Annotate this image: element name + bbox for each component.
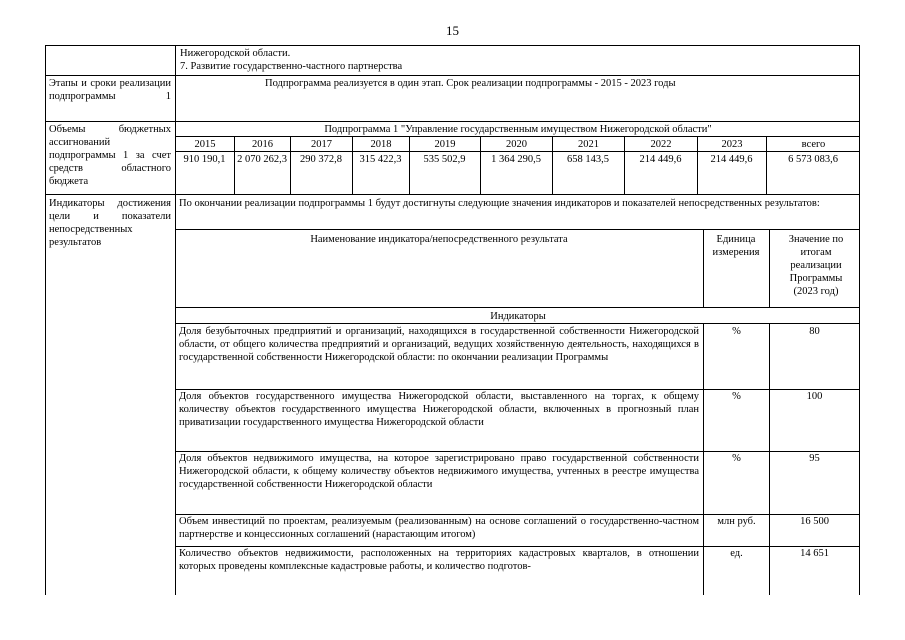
budget-title: Подпрограмма 1 "Управление государственным имуществом Нижегородской области" [324,124,712,135]
budget-year-divider [175,151,860,152]
row-divider [45,121,860,122]
indicator-name: Объем инвестиций по проектам, реализуемым (реализованным) на основе соглашений о государственно-частном партнерстве и концессионных соглашений (нарастающим итогом) [179,516,699,540]
section-indicators: Индикаторы [490,311,546,322]
budget-value-6: 658 143,5 [567,154,609,165]
budget-title-divider [175,136,860,137]
budget-year-9: всего [801,139,826,150]
indicator-unit: % [732,391,741,402]
header-unit: Единица измерения [712,234,760,258]
budget-year-6: 2021 [578,139,599,150]
unit-column-divider [703,229,704,308]
indicator-unit: % [732,453,741,464]
indicator-unit: ед. [730,548,743,559]
header-name: Наименование индикатора/непосредственного результата [310,234,568,245]
indicator-value: 16 500 [800,516,829,527]
stages-text: Подпрограмма реализуется в один этап. Срок реализации подпрограммы - 2015 - 2023 годы [265,78,676,89]
budget-year-7: 2022 [650,139,672,150]
budget-year-4: 2019 [434,139,456,150]
budget-value-0: 910 190,1 [183,154,226,165]
budget-value-8: 214 449,6 [710,154,753,165]
indicator-value: 14 651 [800,548,829,559]
header-value: Значение по итогам реализации Программы (2023 год) [788,234,844,297]
indicators-label-text: Индикаторы достижения цели и показатели непосредственных результатов [49,198,171,248]
indicator-value: 95 [809,453,820,464]
budget-label [49,123,171,188]
budget-label-text: Объемы бюджетных ассигнований подпрограммы 1 за счет средств областного бюджета [49,124,171,187]
table-border-top [45,45,860,46]
row-divider [45,75,860,76]
budget-value-4: 535 502,9 [423,154,466,165]
budget-value-1: 2 070 262,3 [237,154,287,165]
budget-value-5: 1 364 290,5 [491,154,541,165]
budget-value-3: 315 422,3 [359,154,402,165]
indicator-unit: млн руб. [717,516,756,527]
indicator-name: Доля безубыточных предприятий и организаций, находящихся в государственной собственности Нижегородской области, от общего количества предприятий и организаций, ведущих хозяйственную деятельность, находящихся в государственной собственности Нижегородской области: по окончании реализации Программы [179,326,699,363]
value-column-divider [769,229,770,308]
prev-line-1: Нижегородской области. [180,48,291,59]
budget-value-9: 6 573 083,6 [788,154,838,165]
prev-line-2: 7. Развитие государственно-частного партнерства [180,61,403,72]
budget-value-7: 214 449,6 [639,154,682,165]
indicator-name: Количество объектов недвижимости, расположенных на территориях кадастровых кварталов, в отношении которых проведены комплексные кадастровые работы, и количество подготов- [179,548,699,572]
indicators-intro: По окончании реализации подпрограммы 1 будут достигнуты следующие значения индикаторов и показателей непосредственных результатов: [179,198,820,209]
budget-year-5: 2020 [506,139,527,150]
budget-year-8: 2023 [721,139,743,150]
intro-divider [175,229,860,230]
budget-year-3: 2018 [370,139,392,150]
budget-year-1: 2016 [252,139,273,150]
indicator-value: 80 [809,326,820,337]
budget-year-0: 2015 [194,139,216,150]
indicator-unit: % [732,326,741,337]
table-border-left [45,45,46,595]
budget-value-2: 290 372,8 [300,154,342,165]
stages-label: Этапы и сроки реализации подпрограммы 1 [49,78,171,102]
section-divider [175,323,860,324]
budget-year-2: 2017 [311,139,332,150]
indicator-name: Доля объектов недвижимого имущества, на которое зарегистрировано право государственной собственности Нижегородской области, к общему количеству объектов недвижимого имущества, учтенных в реестре имущества государственной собственности Нижегородской области [179,453,699,490]
header-divider [175,307,860,308]
indicator-value: 100 [806,391,823,402]
row-divider [45,194,860,195]
indicator-name: Доля объектов государственного имущества Нижегородской области, выставленного на торгах, к общему количеству объектов государственного имущества Нижегородской области, включенных в прогнозный план приватизации государственного имущества Нижегородской области [179,391,699,428]
indicators-label [49,197,171,249]
page-number: 15 [446,23,459,38]
